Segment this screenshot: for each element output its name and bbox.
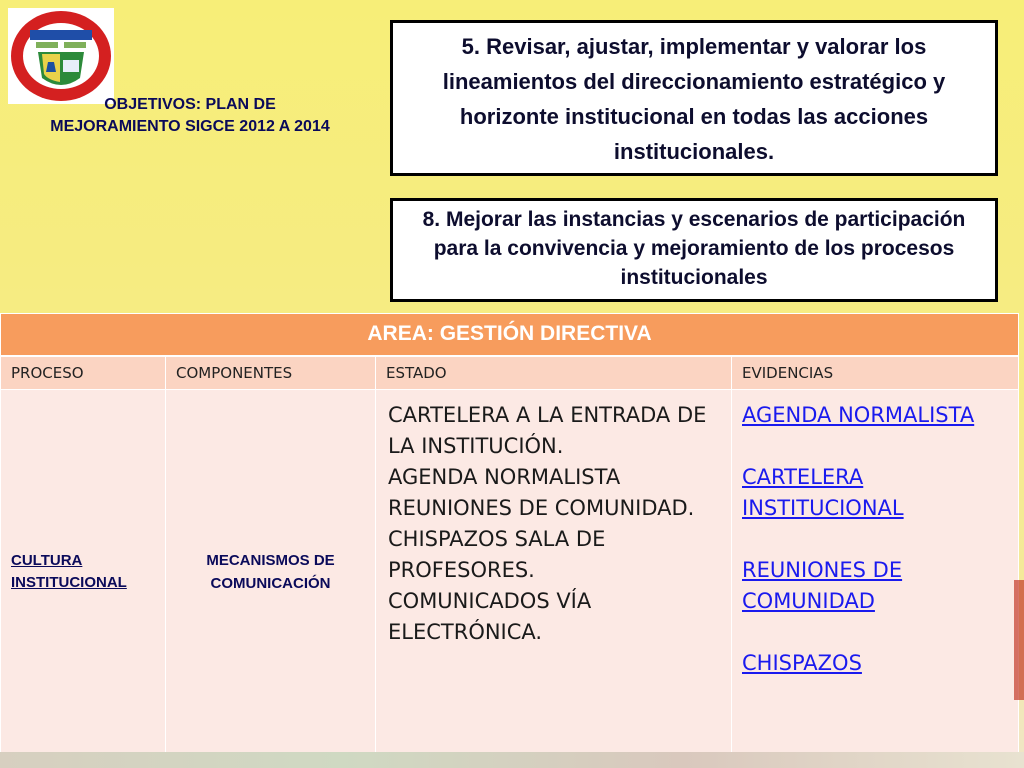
evidence-link-cartelera[interactable]: CARTELERA INSTITUCIONAL — [742, 465, 904, 520]
decorative-bottom-strip — [0, 752, 1024, 768]
evidence-link-reuniones[interactable]: REUNIONES DE COMUNIDAD — [742, 558, 903, 613]
componentes-cell: MECANISMOS DE COMUNICACIÓN — [166, 390, 376, 754]
estado-line: COMUNICADOS VÍA ELECTRÓNICA. — [388, 589, 592, 644]
school-shield-icon — [8, 8, 114, 104]
proceso-cell: CULTURA INSTITUCIONAL — [1, 390, 166, 754]
evidencias-cell — [732, 390, 1019, 754]
column-header-evidencias: EVIDENCIAS — [732, 356, 1019, 390]
decorative-edge — [1014, 580, 1024, 700]
school-logo — [8, 8, 114, 104]
area-title: AREA: GESTIÓN DIRECTIVA — [1, 314, 1019, 356]
estado-line: CHISPAZOS SALA DE PROFESORES. — [388, 527, 606, 582]
column-header-componentes: COMPONENTES — [166, 356, 376, 390]
objective-5-box: 5. Revisar, ajustar, implementar y valorar los lineamientos del direccionamiento estratégico y horizonte institucional en todas las acciones institucionales. — [390, 20, 998, 176]
evidence-link-chispazos[interactable]: CHISPAZOS — [742, 651, 862, 675]
objectives-title: OBJETIVOS: PLAN DE MEJORAMIENTO SIGCE 2012 A 2014 — [50, 96, 330, 135]
estado-line: CARTELERA A LA ENTRADA DE LA INSTITUCIÓN. — [388, 403, 707, 458]
estado-line: AGENDA NORMALISTA — [388, 465, 621, 489]
estado-line: REUNIONES DE COMUNIDAD. — [388, 496, 695, 520]
management-area-table — [0, 313, 1018, 753]
estado-cell — [376, 390, 732, 754]
objective-8-box: 8. Mejorar las instancias y escenarios de participación para la convivencia y mejoramiento de los procesos institucionales — [390, 198, 998, 302]
column-header-estado: ESTADO — [376, 356, 732, 390]
evidence-link-agenda[interactable]: AGENDA NORMALISTA — [742, 403, 975, 427]
column-header-proceso: PROCESO — [1, 356, 166, 390]
